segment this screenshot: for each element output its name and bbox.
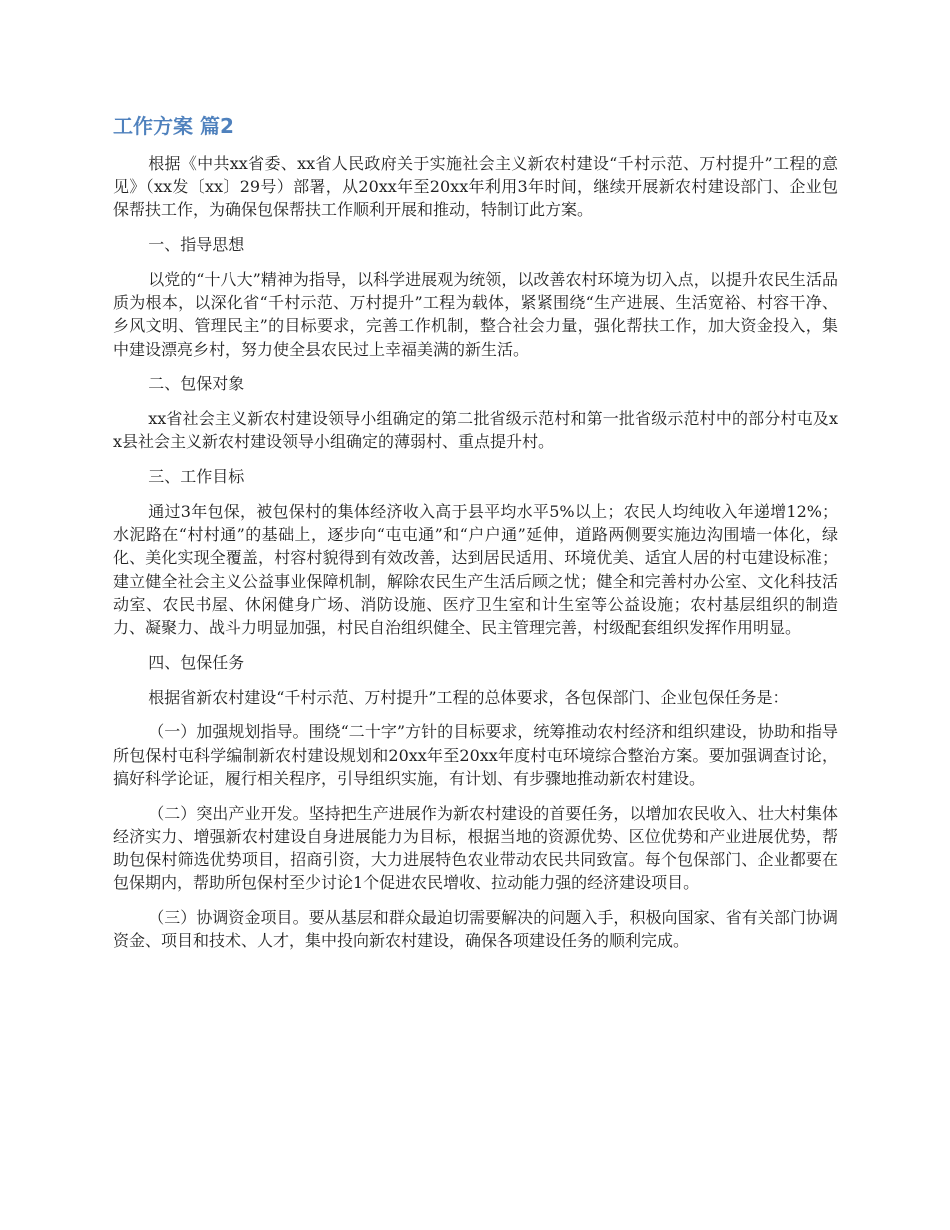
section-heading-goals: 三、工作目标 [148,467,245,487]
section-heading-guiding-thought: 一、指导思想 [148,235,245,255]
task-planning-paragraph: （一）加强规划指导。围绕“二十字”方针的目标要求，统筹推动农村经济和组织建设，协助和指导所包保村屯科学编制新农村建设规划和20xx年至20xx年度村屯环境综合整治方案。要加强调查讨论，搞好科学论证，履行相关程序，引导组织实施，有计划、有步骤地推动新农村建设。 [113,722,838,788]
tasks-intro-paragraph: 根据省新农村建设“千村示范、万村提升”工程的总体要求，各包保部门、企业包保任务是： [148,687,789,707]
intro-paragraph: 根据《中共xx省委、xx省人民政府关于实施社会主义新农村建设“千村示范、万村提升”工程的意见》（xx发〔xx〕29号）部署，从20xx年至20xx年利用3年时间，继续开展新农村建设部门、企业包保帮扶工作，为确保包保帮扶工作顺利开展和推动，特制订此方案。 [113,154,838,220]
task-funding-paragraph: （三）协调资金项目。要从基层和群众最迫切需要解决的问题入手，积极向国家、省有关部门协调资金、项目和技术、人才，集中投向新农村建设，确保各项建设任务的顺利完成。 [113,908,838,951]
targets-paragraph: xx省社会主义新农村建设领导小组确定的第二批省级示范村和第一批省级示范村中的部分村屯及xx县社会主义新农村建设领导小组确定的薄弱村、重点提升村。 [113,409,838,452]
task-industry-paragraph: （二）突出产业开发。坚持把生产进展作为新农村建设的首要任务，以增加农民收入、壮大村集体经济实力、增强新农村建设自身进展能力为目标，根据当地的资源优势、区位优势和产业进展优势，帮助包保村筛选优势项目，招商引资，大力进展特色农业带动农民共同致富。每个包保部门、企业都要在包保期内，帮助所包保村至少讨论1个促进农民增收、拉动能力强的经济建设项目。 [113,803,838,893]
document-title: 工作方案 篇2 [113,114,234,138]
guiding-thought-paragraph: 以党的“十八大”精神为指导，以科学进展观为统领，以改善农村环境为切入点，以提升农民生活品质为根本，以深化省“千村示范、万村提升”工程为载体，紧紧围绕“生产进展、生活宽裕、村容干净、乡风文明、管理民主”的目标要求，完善工作机制，整合社会力量，强化帮扶工作，加大资金投入，集中建设漂亮乡村，努力使全县农民过上幸福美满的新生活。 [113,270,838,359]
goals-paragraph: 通过3年包保，被包保村的集体经济收入高于县平均水平5%以上；农民人均纯收入年递增12%；水泥路在“村村通”的基础上，逐步向“屯屯通”和“户户通”延伸，道路两侧要实施边沟围墙一体化，绿化、美化实现全覆盖，村容村貌得到有效改善，达到居民适用、环境优美、适宜人居的村屯建设标准；建立健全社会主义公益事业保障机制，解除农民生产生活后顾之忧；健全和完善村办公室、文化科技活动室、农民书屋、休闲健身广场、消防设施、医疗卫生室和计生室等公益设施；农村基层组织的制造力、凝聚力、战斗力明显加强，村民自治组织健全、民主管理完善，村级配套组织发挥作用明显。 [113,502,838,638]
section-heading-targets: 二、包保对象 [148,374,245,394]
document-page [113,112,838,964]
section-heading-tasks: 四、包保任务 [148,652,245,672]
